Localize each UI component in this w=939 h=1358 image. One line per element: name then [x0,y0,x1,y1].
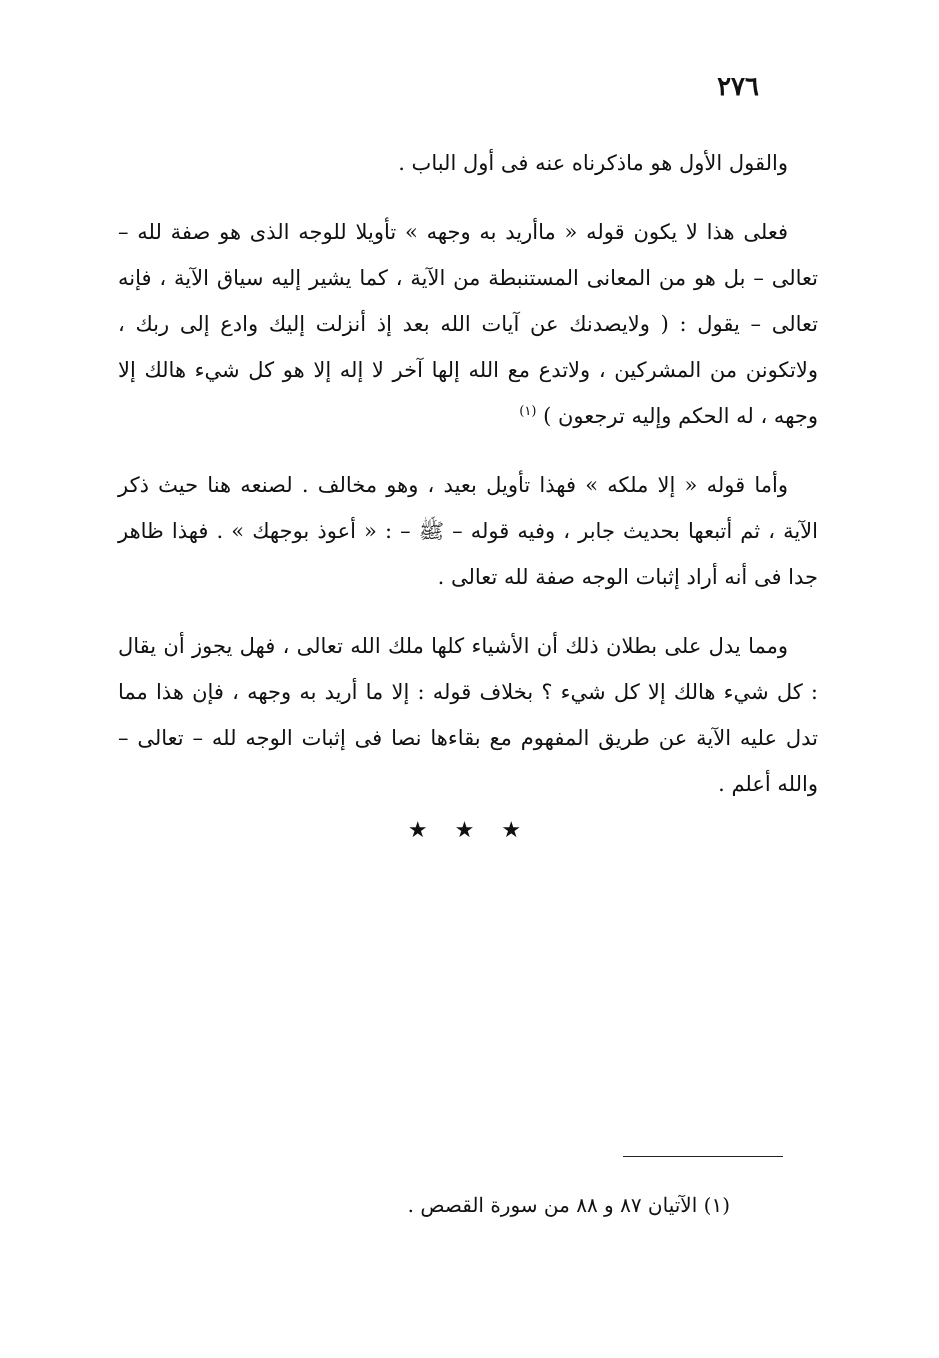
section-separator-stars: ★ ★ ★ [407,818,532,843]
paragraph-2 [118,209,818,439]
paragraph-1: والقول الأول هو ماذكرناه عنه فى أول الباب . [398,151,788,175]
paragraph-3: وأما قوله « إلا ملكه » فهذا تأويل بعيد ، وهو مخالف . لصنعه هنا حيث ذكر الآية ، ثم أتبعها بحديث جابر ، وفيه قوله – ﷺ – : « أعوذ بوجهك » . فهذا ظاهر جدا فى أنه أراد إثبات الوجه صفة لله تعالى . [118,473,818,589]
paragraph-4: ومما يدل على بطلان ذلك أن الأشياء كلها ملك الله تعالى ، فهل يجوز أن يقال : كل شيء هالك إلا كل شيء ؟ بخلاف قوله : إلا ما أريد به وجهه ، فإن هذا مما تدل عليه الآية عن طريق المفهوم مع بقاءها نصا فى إثبات الوجه لله – تعالى – والله أعلم . [118,634,818,796]
footnote-divider [623,1156,783,1157]
footnote-reference[interactable]: (١) [519,404,537,419]
footnote-text: (١) الآتيان ٨٧ و ٨٨ من سورة القصص . [407,1193,730,1217]
main-text [118,140,818,830]
page-number: ٢٧٦ [717,72,759,102]
paragraph-2-text: فعلى هذا لا يكون قوله « ماأريد به وجهه » تأويلا للوجه الذى هو صفة لله – تعالى – بل هو من المعانى المستنبطة من الآية ، كما يشير إليه سياق الآية ، فإنه تعالى – يقول : ( ولايصدنك عن آيات الله بعد إذ أنزلت إليك وادع إلى ربك ، ولاتكونن من المشركين ، ولاتدع مع الله إلها آخر لا إله إلا هو كل شيء هالك إلا وجهه ، له الحكم وإليه ترجعون ) [118,220,818,428]
